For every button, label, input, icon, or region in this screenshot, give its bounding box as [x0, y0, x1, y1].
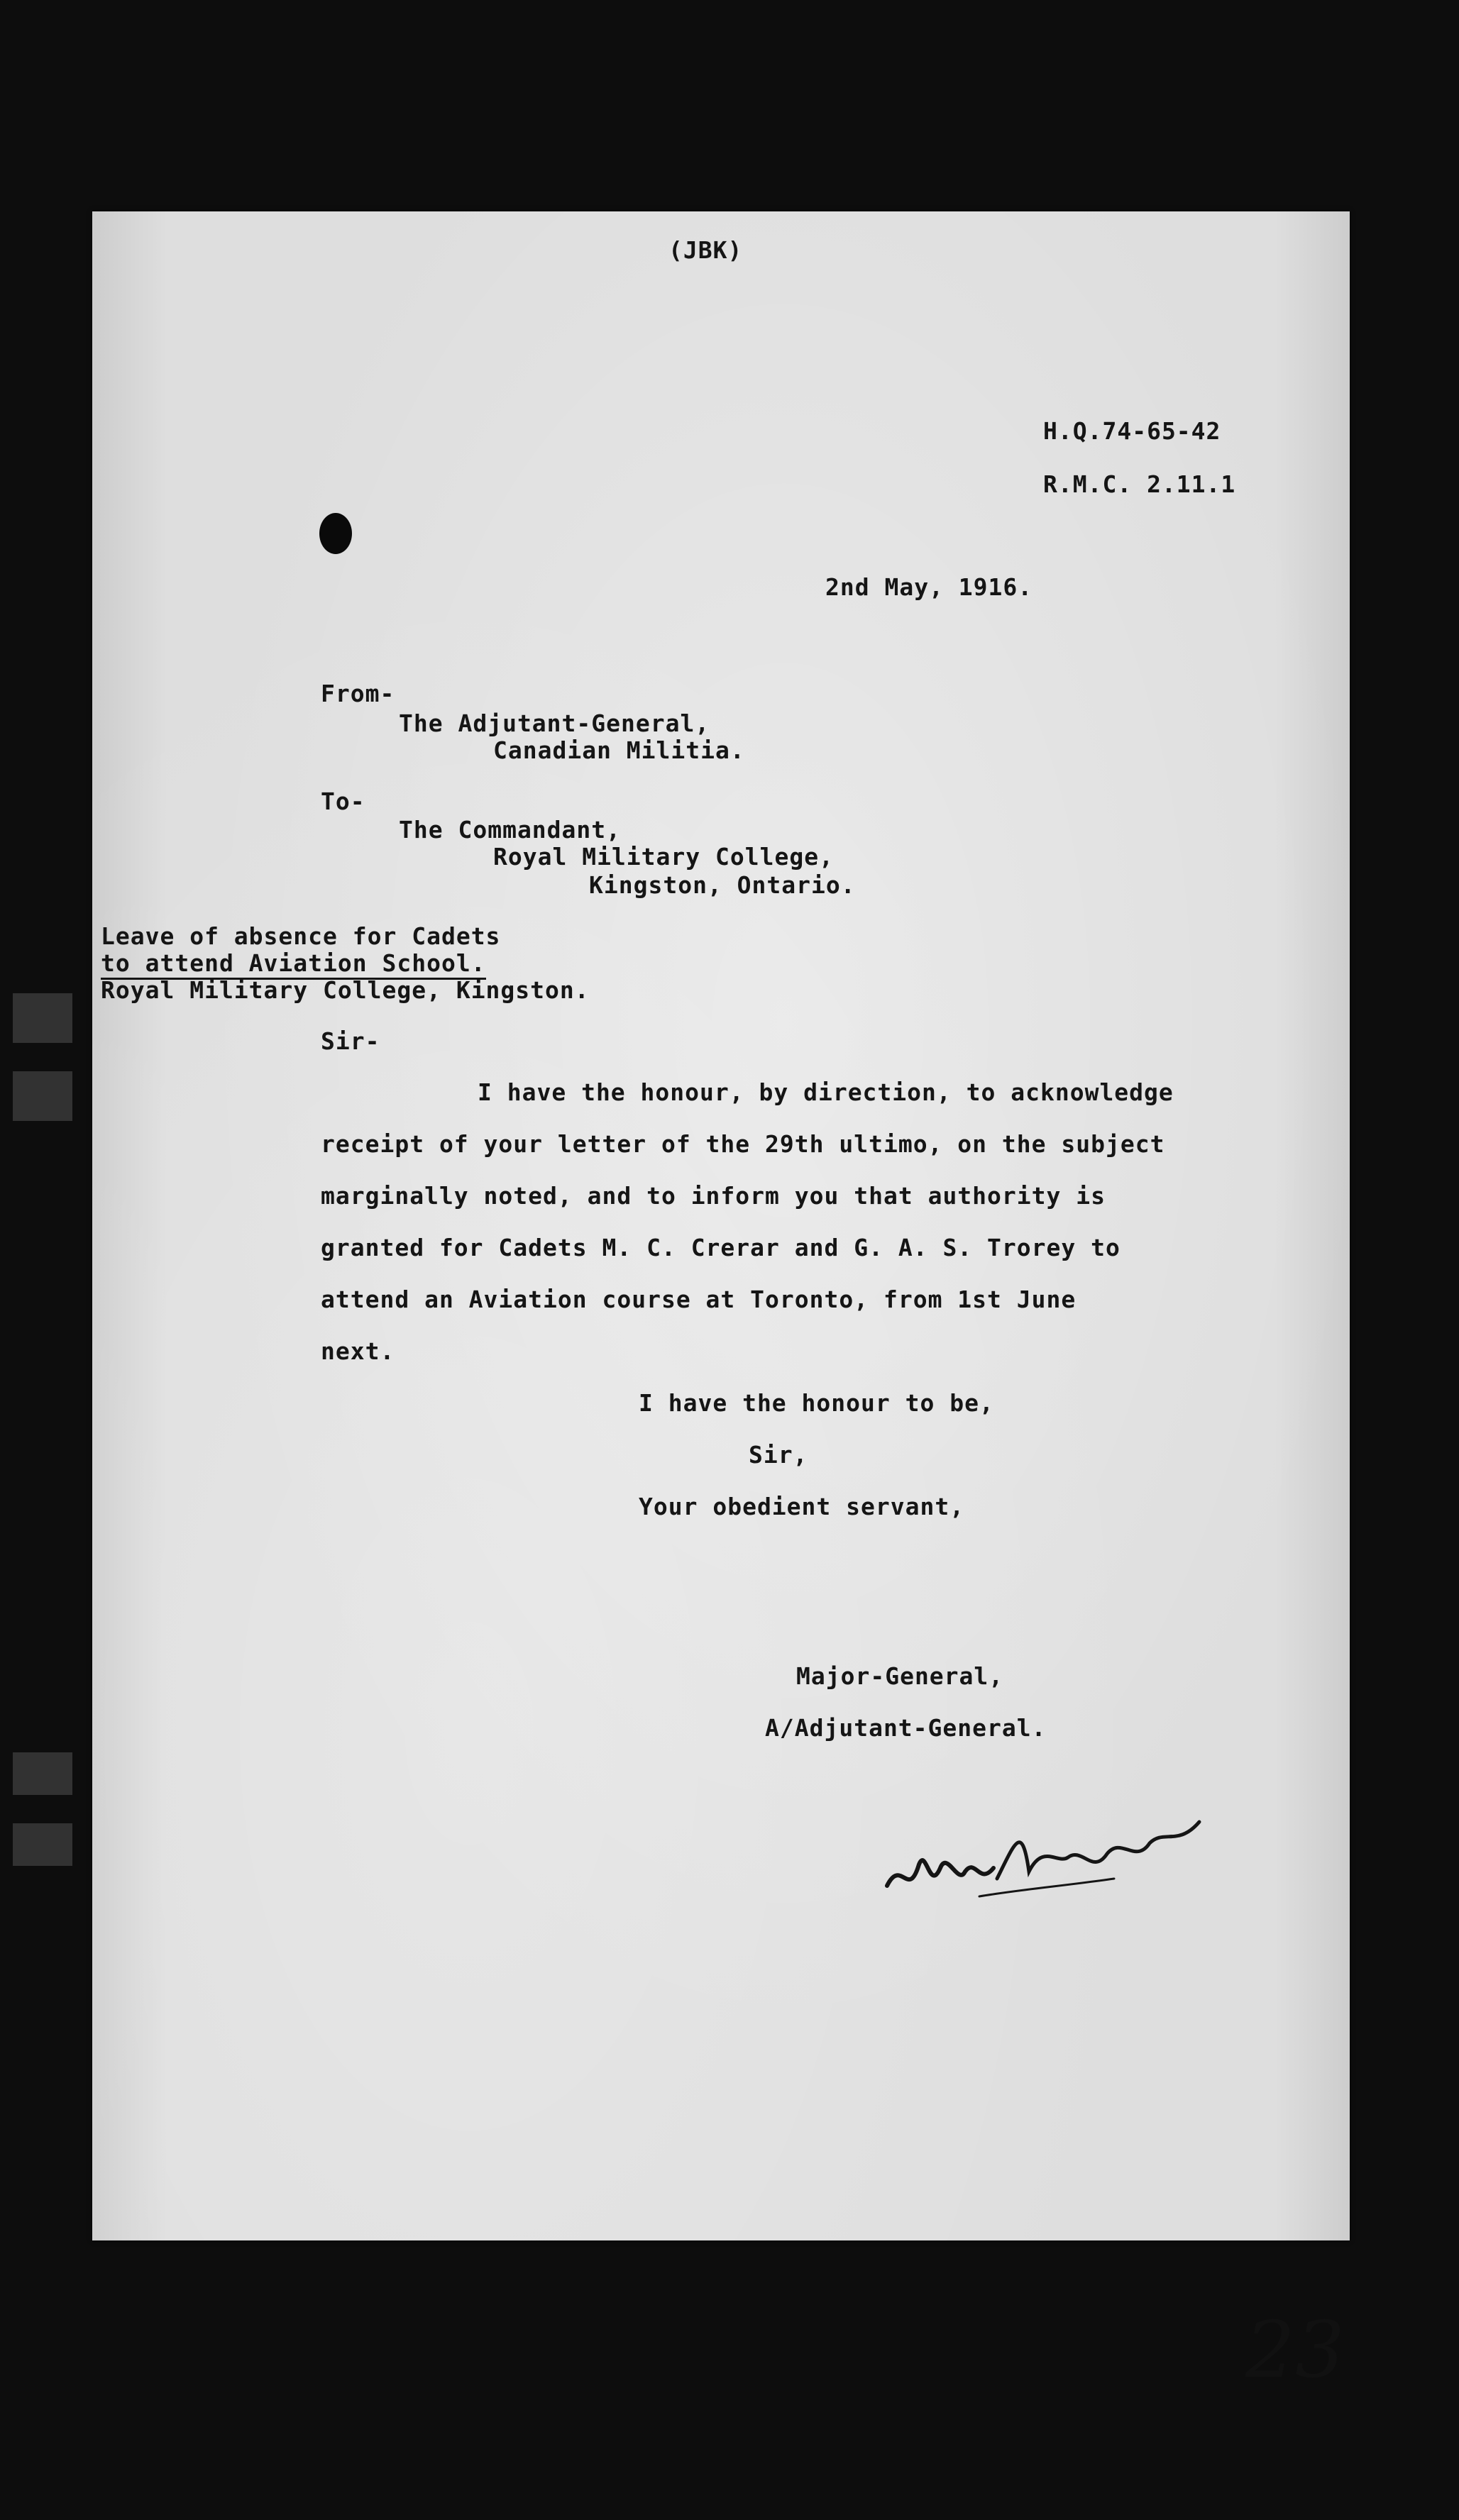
reference-hq: H.Q.74-65-42	[1043, 417, 1221, 445]
body-line-5: attend an Aviation course at Toronto, from 1st June	[321, 1286, 1077, 1313]
reference-rmc: R.M.C. 2.11.1	[1043, 470, 1236, 498]
to-label: To-	[321, 788, 365, 815]
body-line-3: marginally noted, and to inform you that authority is	[321, 1182, 1106, 1210]
signer-title: A/Adjutant-General.	[765, 1714, 1047, 1742]
body-line-1: I have the honour, by direction, to acknowledge	[478, 1078, 1174, 1106]
salutation: Sir-	[321, 1027, 380, 1055]
to-line-2: Royal Military College,	[493, 843, 834, 871]
subject-line-3: Royal Military College, Kingston.	[101, 976, 590, 1004]
body-line-6: next.	[321, 1337, 395, 1365]
handwritten-signature	[880, 1779, 1206, 1921]
signer-rank: Major-General,	[796, 1662, 1004, 1690]
letter-page	[92, 211, 1350, 2395]
film-edge-mark	[13, 1071, 72, 1121]
closing-line-1: I have the honour to be,	[639, 1389, 994, 1417]
typist-initials: (JBK)	[668, 236, 743, 264]
subject-line-1: Leave of absence for Cadets	[101, 922, 501, 950]
body-line-4: granted for Cadets M. C. Crerar and G. A. S. Trorey to	[321, 1234, 1121, 1261]
from-line-1: The Adjutant-General,	[399, 709, 710, 737]
letter-date: 2nd May, 1916.	[825, 573, 1033, 601]
from-line-2: Canadian Militia.	[493, 736, 745, 764]
film-edge-mark	[13, 1823, 72, 1866]
film-edge-mark	[13, 993, 72, 1043]
body-line-2: receipt of your letter of the 29th ultimo, on the subject	[321, 1130, 1165, 1158]
page-number: 23	[1245, 2304, 1345, 2395]
subject-line-2: to attend Aviation School.	[101, 949, 486, 980]
closing-line-3: Your obedient servant,	[639, 1493, 965, 1520]
from-label: From-	[321, 680, 395, 707]
film-edge-mark	[13, 1752, 72, 1795]
closing-line-2: Sir,	[749, 1441, 808, 1469]
punch-hole	[319, 513, 352, 554]
to-line-1: The Commandant,	[399, 816, 622, 844]
to-line-3: Kingston, Ontario.	[589, 871, 856, 899]
